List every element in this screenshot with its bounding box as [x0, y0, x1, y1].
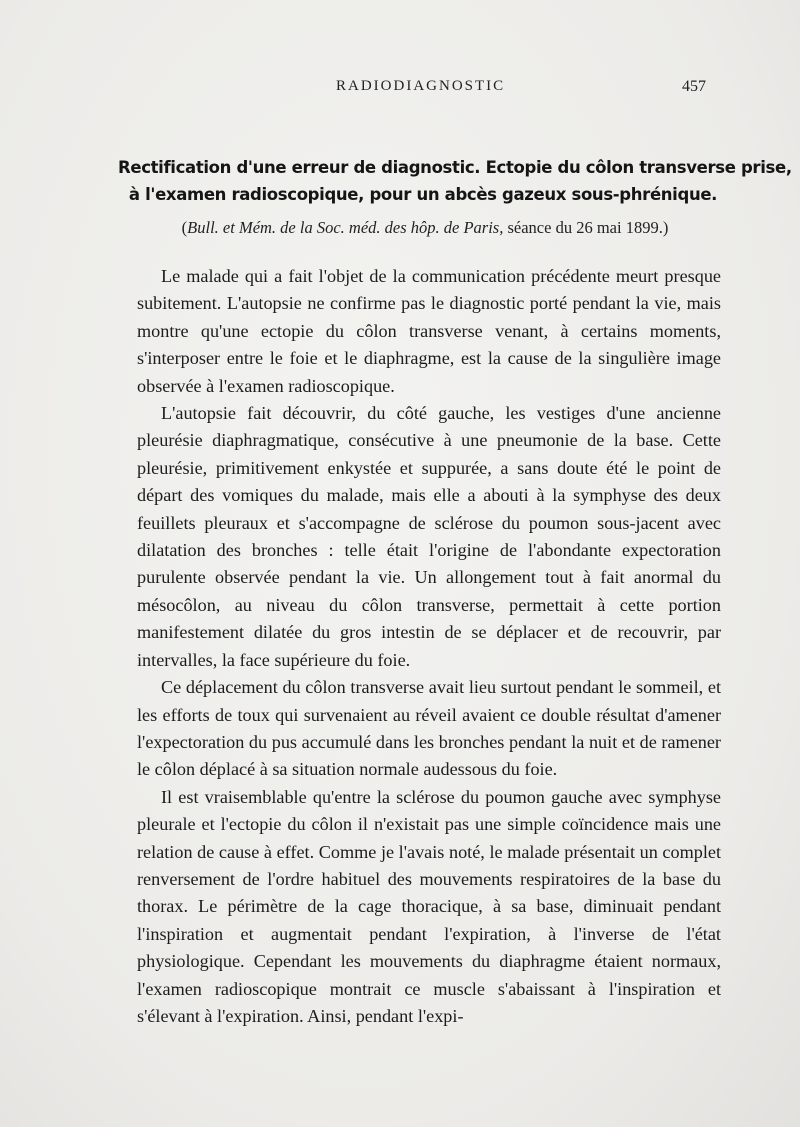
article-title: [118, 154, 792, 208]
reference-details: séance du 26 mai 1899.): [503, 218, 669, 237]
paragraph: Le malade qui a fait l'objet de la communication précédente meurt presque subitement. L'autopsie ne confirme pas le diagnostic porté pendant la vie, mais montre qu'une ectopie du côlon transverse venant, à certains moments, s'interposer entre le foie et le diaphragme, est la cause de la singulière image observée à l'examen radioscopique.: [137, 266, 721, 396]
paragraph: L'autopsie fait découvrir, du côté gauche, les vestiges d'une ancienne pleurésie diaphragmatique, consécutive à une pneumonie de la base. Cette pleurésie, primitivement enkystée et suppurée, a sans doute été le point de départ des vomiques du malade, mais elle a abouti à la symphyse des deux feuillets pleuraux et s'accompagne de sclérose du poumon sous-jacent avec dilatation des bronches : telle était l'origine de l'abondante expectoration purulente observée pendant la vie. Un allongement tout à fait anormal du mésocôlon, au niveau du côlon transverse, permettait à cette portion manifestement dilatée du gros intestin de se déplacer et de recouvrir, par intervalles, la face supérieure du foie.: [137, 403, 721, 670]
running-title: RADIODIAGNOSTIC: [336, 78, 506, 94]
reference-open-paren: (: [181, 218, 188, 237]
article-body: [137, 263, 721, 1030]
paragraph: Il est vraisemblable qu'entre la sclérose du poumon gauche avec symphyse pleurale et l'ectopie du côlon il n'existait pas une simple coïncidence mais une relation de cause à effet. Comme je l'avais noté, le malade présentait un complet renversement de l'ordre habituel des mouvements respiratoires de la base du thorax. Le périmètre de la cage thoracique, à sa base, diminuait pendant l'inspiration et augmentait pendant l'expiration, à l'inverse de l'état physiologique. Cependant les mouvements du diaphragme étaient normaux, l'examen radioscopique montrait ce muscle s'abaissant à l'inspiration et s'élevant à l'expiration. Ainsi, pendant l'expi-: [137, 786, 721, 1026]
bibliographic-reference: [110, 218, 740, 238]
article-title-line-1: Rectification d'une erreur de diagnostic. Ectopie du côlon transverse prise,: [118, 158, 792, 177]
paragraph: Ce déplacement du côlon transverse avait lieu surtout pendant le sommeil, et les efforts de toux qui survenaient au réveil avaient ce double résultat d'amener l'expectoration du pus accumulé dans les bronches pendant la nuit et de ramener le côlon déplacé à sa situation normale audessous du foie.: [137, 677, 721, 780]
running-head: [0, 78, 800, 100]
article-title-line-2: à l'examen radioscopique, pour un abcès gazeux sous-phrénique.: [128, 185, 718, 204]
reference-source: Bull. et Mém. de la Soc. méd. des hôp. de Paris,: [187, 218, 504, 237]
page-number: 457: [682, 78, 706, 95]
